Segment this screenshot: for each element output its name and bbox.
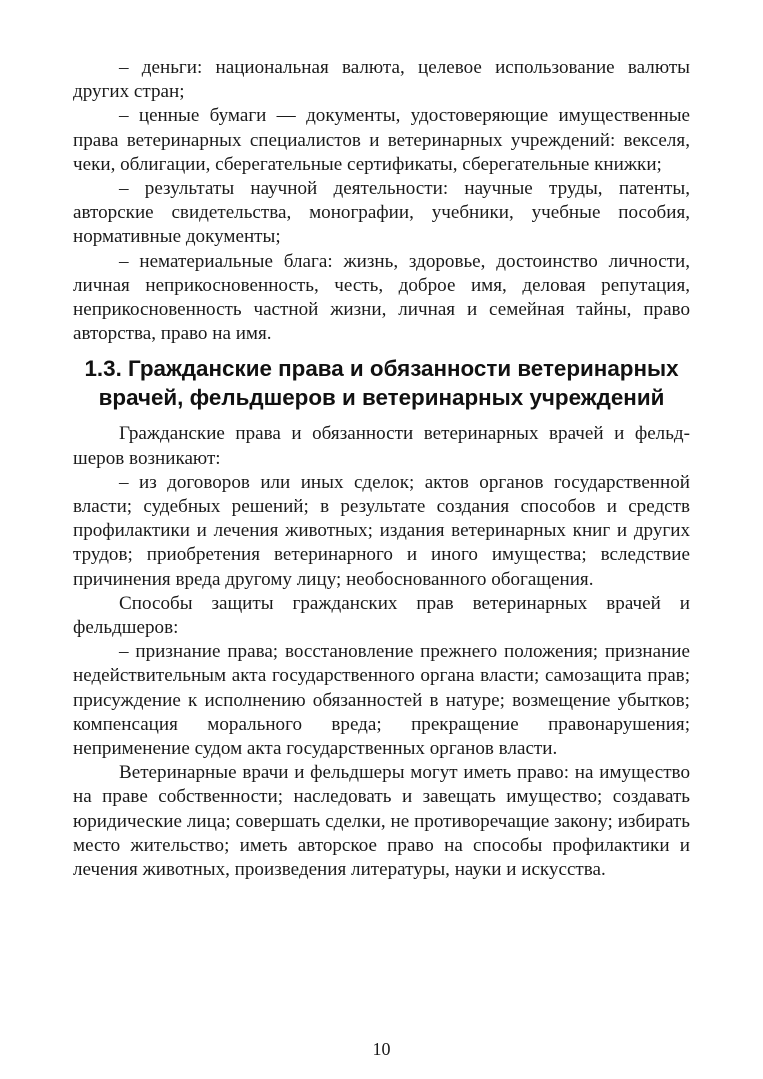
section-heading — [73, 354, 690, 412]
list-item-research-results: – результаты научной деятельности: научные труды, патенты, авторские свидетельства, монографии, учебники, учебные пособия, нормативные документы; — [73, 178, 690, 248]
list-item-money: – деньги: национальная валюта, целевое использование валюты других стран; — [73, 57, 690, 103]
page-body — [73, 56, 690, 882]
section-heading-line-1: 1.3. Гражданские права и обязанности ветеринарных — [84, 356, 679, 382]
paragraph-rights-origin: Гражданские права и обязанности ветеринарных врачей и фельдшеров возникают: — [73, 423, 690, 469]
list-item-protection-list: – признание права; восстановление прежнего положения; признание недействительным акта государственного органа власти; самозащита прав; присуждение к исполнению обязанностей в натуре; возмещение убытков; компенсация морального вреда; прекращение правонарушения; неприменение судом акта государственных органов власти. — [73, 641, 690, 760]
list-item-intangible-goods: – нематериальные блага: жизнь, здоровье, достоинство личности, личная неприкосновенность, честь, доброе имя, деловая репутация, неприкосновенность частной жизни, личная и семейная тайны, право авторства, право на имя. — [73, 250, 690, 345]
list-item-rights-sources: – из договоров или иных сделок; актов органов государственной власти; судебных решений; в результате создания способов и средств профилактики и лечения животных; издания ветеринарных книг и других трудов; приобретения ветеринарного и иного имущества; вследствие причинения вреда другому лицу; необоснованного обогащения. — [73, 471, 690, 590]
paragraph-protection-methods: Способы защиты гражданских прав ветеринарных врачей и фельдшеров: — [73, 592, 690, 639]
paragraph-vet-rights: Ветеринарные врачи и фельдшеры могут иметь право: на имущество на праве собственности; наследовать и завещать имущество; создавать юридические лица; совершать сделки, не противоречащие закону; избирать место жительство; иметь авторское право на способы профилактики и лечения животных, произведения литературы, науки и искусства. — [73, 762, 690, 881]
page-number: 10 — [372, 1039, 391, 1059]
list-item-securities: – ценные бумаги — документы, удостоверяющие имущественные права ветеринарных специалистов и ветеринарных учреждений: векселя, чеки, облигации, сберегательные сертификаты, сберегательные книжки; — [73, 105, 690, 175]
section-heading-line-2: врачей, фельдшеров и ветеринарных учреждений — [98, 385, 665, 411]
